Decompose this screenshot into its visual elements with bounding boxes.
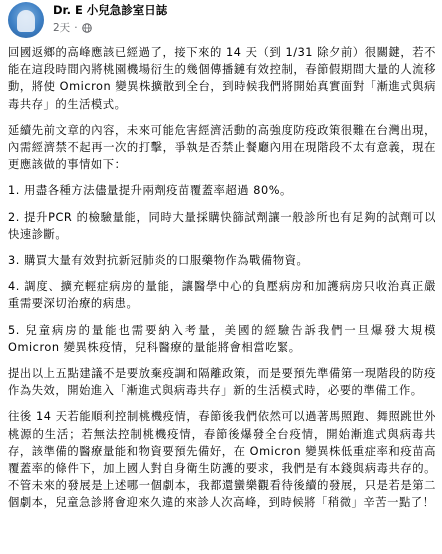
paragraph-outlook: 往後 14 天若能順利控制桃機疫情，春節後我們依然可以過著馬照跑、舞照跳世外桃源的生活；若無法控制桃機疫情，春節後爆發全台疫情，開始漸進式與病毒共存，該準備的醫療量能和物資要預先備好，在 Omicron 變異株低重症率和疫苗高覆蓋率的條件下，加上國人對自身衛生防護的要求，我們是有本錢與病毒共存的。不管未來的發展是上述哪一個劇本，我都還蠻樂觀看待後續的發展，只是若是第二個劇本，兒童急診將會迎來久違的來診人次高峰，到時候將「稍微」辛苦一點了！ bbox=[8, 410, 436, 510]
list-item: 3. 購買大量有效對抗新冠肺炎的口服藥物作為戰備物資。 bbox=[8, 254, 309, 268]
post-header bbox=[0, 0, 442, 40]
paragraph-intro: 回國返鄉的高峰應該已經過了，接下來的 14 天（到 1/31 除夕前）很關鍵，若不能在這段時間內將桃園機場衍生的幾個傳播鏈有效控制，春節假期間大量的人流移動，將使 Omicron 變異株擴散到全台，到時候我們將開始真實面對「漸進式與病毒共存」的生活模式。 bbox=[8, 46, 436, 111]
list-item: 1. 用盡各種方法儘量提升兩劑疫苗覆蓋率超過 80%。 bbox=[8, 184, 292, 198]
list-item: 2. 提升PCR 的檢驗量能，同時大量採購快篩試劑讓一般診所也有足夠的試劑可以快速診斷。 bbox=[8, 210, 436, 241]
list-item: 5. 兒童病房的量能也需要納入考量，美國的經驗告訴我們一旦爆發大規模 Omicron 變異株疫情，兒科醫療的量能將會相當吃緊。 bbox=[8, 323, 436, 354]
list-item: 4. 調度、擴充輕症病房的量能，讓醫學中心的負壓病房和加護病房只收治真正嚴重需要深切治療的病患。 bbox=[8, 280, 436, 311]
paragraph-context: 延續先前文章的內容，未來可能危害經濟活動的高強度防疫政策很難在台灣出現，內需經濟禁不起再一次的打擊，爭執是否禁止餐廳內用在現階段不太有意義，現在更應該做的事情如下： bbox=[8, 123, 436, 172]
avatar[interactable] bbox=[8, 2, 44, 38]
paragraph-note: 提出以上五點建議不是要放棄疫調和隔離政策，而是要預先準備第一現階段的防疫作為失效，開始進入「漸進式與病毒共存」新的生活模式時，必要的準備工作。 bbox=[8, 367, 436, 398]
globe-icon bbox=[82, 23, 92, 33]
page-name[interactable]: Dr. E 小兒急診室日誌 bbox=[53, 3, 168, 17]
post-meta: 2天 · bbox=[53, 20, 92, 35]
post-body bbox=[8, 44, 436, 521]
post-timestamp[interactable]: 2天 bbox=[53, 22, 71, 34]
